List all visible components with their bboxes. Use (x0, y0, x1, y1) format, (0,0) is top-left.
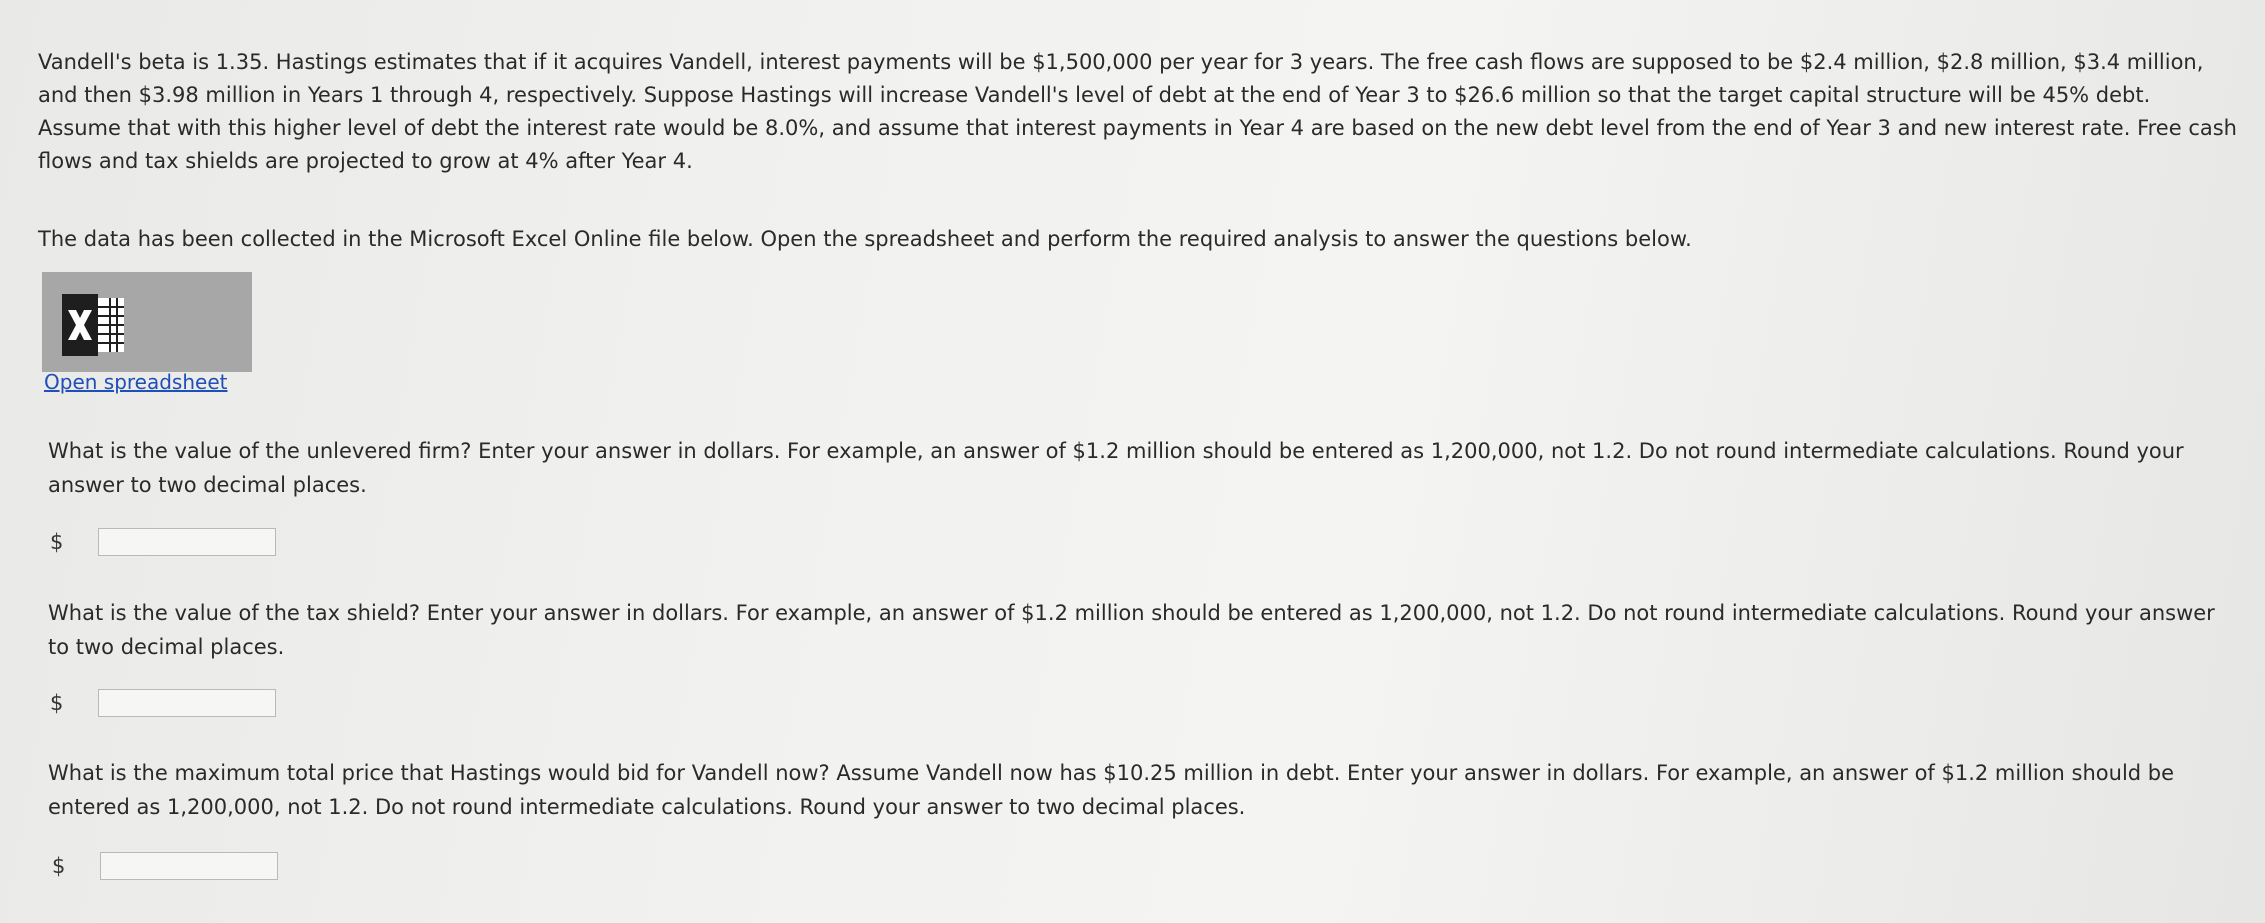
tax-shield-value-input[interactable] (98, 689, 276, 717)
problem-intro: Vandell's beta is 1.35. Hastings estimates that if it acquires Vandell, interest payments will be $1,500,000 per year for 3 years. The free cash flows are supposed to be $2.4 million, $2.8 million, $3.4 million, and then $3.98 million in Years 1 through 4, respectively. Suppose Hastings will increase Vandell's level of debt at the end of Year 3 to $26.6 million so that the target capital structure will be 45% debt. Assume that with this higher level of debt the interest rate would be 8.0%, and assume that interest payments in Year 4 are based on the new debt level from the end of Year 3 and new interest rate. Free cash flows and tax shields are projected to grow at 4% after Year 4. (38, 50, 2237, 173)
dollar-sign: $ (52, 854, 66, 878)
question-unlevered-value: What is the value of the unlevered firm? Enter your answer in dollars. For example, an answer of $1.2 million should be entered as 1,200,000, not 1.2. Do not round intermediate calculations. Round your answer to two decimal places. (48, 439, 2184, 497)
excel-icon (58, 290, 128, 360)
open-spreadsheet-link[interactable]: Open spreadsheet (44, 370, 228, 394)
question-tax-shield-value: What is the value of the tax shield? Enter your answer in dollars. For example, an answer of $1.2 million should be entered as 1,200,000, not 1.2. Do not round intermediate calculations. Round your answer to two decimal places. (48, 601, 2215, 659)
answer-row-maximum-price (52, 852, 278, 880)
answer-row-unlevered-value (50, 528, 276, 556)
data-note: The data has been collected in the Microsoft Excel Online file below. Open the spreadsheet and perform the required analysis to answer the questions below. (38, 227, 1692, 251)
unlevered-value-input[interactable] (98, 528, 276, 556)
dollar-sign: $ (50, 530, 64, 554)
answer-row-tax-shield-value (50, 689, 276, 717)
question-maximum-price: What is the maximum total price that Hastings would bid for Vandell now? Assume Vandell now has $10.25 million in debt. Enter your answer in dollars. For example, an answer of $1.2 million should be entered as 1,200,000, not 1.2. Do not round intermediate calculations. Round your answer to two decimal places. (48, 761, 2175, 819)
maximum-price-input[interactable] (100, 852, 278, 880)
spreadsheet-tile[interactable] (42, 272, 252, 372)
dollar-sign: $ (50, 691, 64, 715)
